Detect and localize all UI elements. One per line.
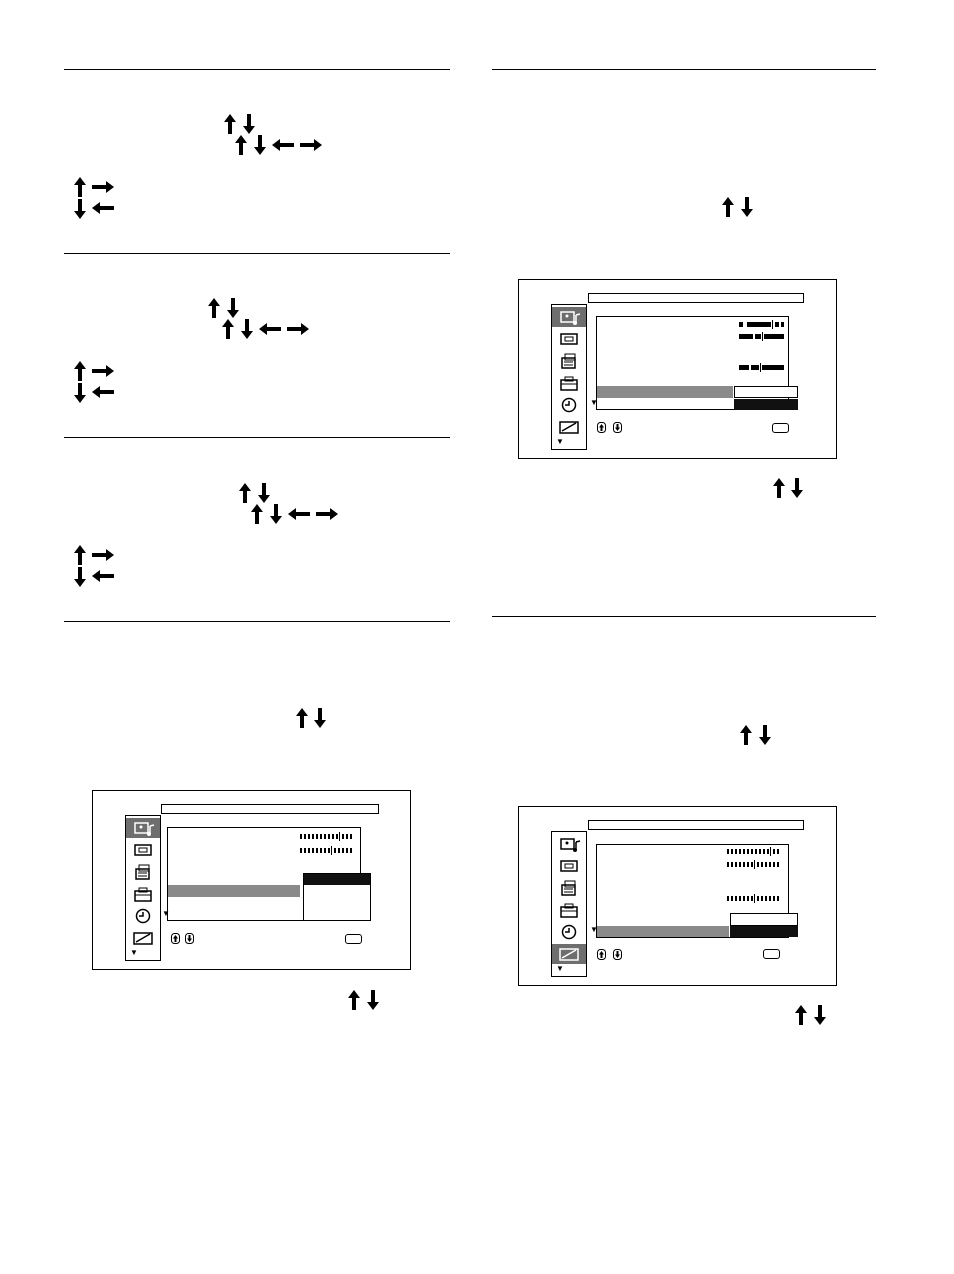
- menu-tab-column: [551, 304, 587, 450]
- section-rule: [64, 621, 450, 622]
- down-arrow-icon: [254, 135, 266, 155]
- left-arrow-icon: [92, 570, 114, 582]
- picture-sound-icon: [552, 307, 586, 327]
- menu-tab-column: [125, 815, 161, 961]
- selected-menu-row: [597, 926, 729, 937]
- up-arrow-icon: [74, 545, 86, 565]
- up-arrow-icon: [740, 725, 752, 745]
- down-arrow-icon: [814, 1005, 826, 1025]
- adjust-icon: [552, 417, 586, 437]
- up-button-icon: [171, 933, 180, 944]
- osd-menu-screenshot: [518, 806, 837, 986]
- option-popup: [734, 386, 798, 398]
- up-arrow-icon: [222, 319, 234, 339]
- list-scroll-icon: ▼: [162, 909, 170, 918]
- list-scroll-icon: ▼: [590, 925, 598, 934]
- up-arrow-icon: [208, 298, 220, 318]
- down-arrow-icon: [227, 298, 239, 318]
- right-arrow-icon: [92, 365, 114, 377]
- down-button-icon: [613, 422, 622, 433]
- section-rule: [492, 69, 876, 70]
- option-popup: [730, 913, 798, 926]
- left-arrow-icon: [272, 139, 294, 151]
- up-arrow-icon: [74, 361, 86, 381]
- selected-menu-row: [597, 386, 733, 398]
- menu-item-list: [596, 316, 789, 410]
- menu-title-bar: [161, 804, 379, 814]
- screen-icon: [126, 840, 160, 860]
- section-rule: [492, 616, 876, 617]
- timer-icon: [552, 395, 586, 415]
- timer-icon: [552, 922, 586, 942]
- down-button-icon: [185, 933, 194, 944]
- selected-menu-row: [168, 885, 300, 897]
- screen-icon: [552, 329, 586, 349]
- right-arrow-icon: [300, 139, 322, 151]
- screen-icon: [552, 856, 586, 876]
- up-arrow-icon: [795, 1005, 807, 1025]
- down-arrow-icon: [367, 990, 379, 1010]
- ok-button-icon: [772, 423, 789, 433]
- level-bars: [725, 846, 787, 906]
- section-rule: [64, 69, 450, 70]
- picture-sound-icon: [126, 818, 160, 838]
- down-arrow-icon: [243, 114, 255, 134]
- left-arrow-icon: [92, 386, 114, 398]
- down-arrow-icon: [270, 504, 282, 524]
- features-icon: [552, 900, 586, 920]
- right-arrow-icon: [287, 323, 309, 335]
- ok-button-icon: [345, 934, 362, 944]
- osd-menu-screenshot: [518, 279, 837, 459]
- right-arrow-icon: [92, 181, 114, 193]
- level-bars: [298, 831, 356, 861]
- up-arrow-icon: [722, 197, 734, 217]
- left-arrow-icon: [288, 508, 310, 520]
- menu-item-list: [596, 844, 789, 938]
- up-arrow-icon: [773, 478, 785, 498]
- option-popup-selected: [734, 399, 798, 410]
- down-arrow-icon: [791, 478, 803, 498]
- up-arrow-icon: [251, 504, 263, 524]
- menu-title-bar: [588, 820, 804, 830]
- down-arrow-icon: [74, 383, 86, 403]
- level-bars: [737, 319, 787, 373]
- up-arrow-icon: [235, 135, 247, 155]
- scroll-down-icon: ▼: [556, 437, 564, 446]
- up-arrow-icon: [296, 708, 308, 728]
- down-arrow-icon: [759, 725, 771, 745]
- down-arrow-icon: [258, 483, 270, 503]
- menu-title-bar: [588, 293, 804, 303]
- down-button-icon: [613, 949, 622, 960]
- setup-icon: [552, 878, 586, 898]
- up-arrow-icon: [74, 177, 86, 197]
- up-button-icon: [597, 949, 606, 960]
- up-arrow-icon: [239, 483, 251, 503]
- setup-icon: [126, 862, 160, 882]
- down-arrow-icon: [741, 197, 753, 217]
- adjust-icon: [552, 944, 586, 964]
- ok-button-icon: [763, 949, 780, 959]
- down-arrow-icon: [314, 708, 326, 728]
- osd-menu-screenshot: [92, 790, 411, 970]
- features-icon: [552, 373, 586, 393]
- right-arrow-icon: [92, 549, 114, 561]
- list-scroll-icon: ▼: [590, 398, 598, 407]
- up-arrow-icon: [348, 990, 360, 1010]
- scroll-down-icon: ▼: [130, 948, 138, 957]
- option-popup-selected: [730, 926, 798, 937]
- option-popup-selected: [304, 874, 370, 885]
- setup-icon: [552, 351, 586, 371]
- up-arrow-icon: [224, 114, 236, 134]
- menu-item-list: [167, 827, 361, 921]
- adjust-icon: [126, 928, 160, 948]
- features-icon: [126, 884, 160, 904]
- section-rule: [64, 437, 450, 438]
- scroll-down-icon: ▼: [556, 964, 564, 973]
- right-arrow-icon: [316, 508, 338, 520]
- down-arrow-icon: [74, 567, 86, 587]
- timer-icon: [126, 906, 160, 926]
- section-rule: [64, 253, 450, 254]
- picture-sound-icon: [552, 834, 586, 854]
- menu-tab-column: [551, 831, 587, 977]
- down-arrow-icon: [74, 199, 86, 219]
- up-button-icon: [597, 422, 606, 433]
- left-arrow-icon: [92, 202, 114, 214]
- down-arrow-icon: [241, 319, 253, 339]
- left-arrow-icon: [259, 323, 281, 335]
